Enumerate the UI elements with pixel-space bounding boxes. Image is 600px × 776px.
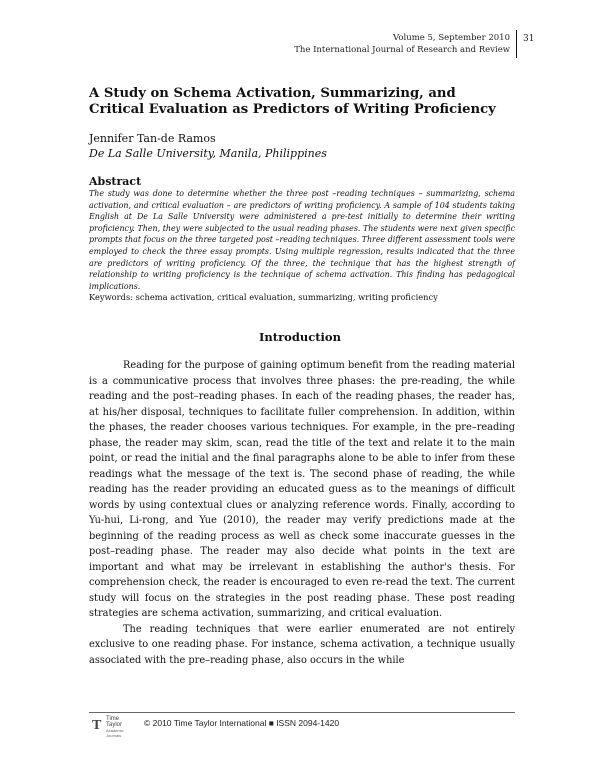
logo-mark: T (92, 718, 102, 733)
paragraph: The reading techniques that were earlier enumerated are not entirely exclusive to one reading phase. For instance, schema activation, a technique usually associated with the pre–reading phase, also occurs in the while (89, 623, 515, 666)
logo-name: Time Taylor (106, 716, 123, 728)
abstract-text: The study was done to determine whether the three post –reading techniques – summarizing, schema activation, and critical evaluation – are predictors of writing proficiency. A sample of 104 students taking English at De La Salle University were administered a pre-test initially to determine their writing proficiency. Then, they were subjected to the usual reading phases. The students were next given specific prompts that focus on the three targeted post –reading techniques. Three different assessment tools were employed to check the three essay prompts. Using multiple regression, results indicated that the three are predictors of writing proficiency. Of the three, the technique that has the highest strength of relationship to writing proficiency is the technique of schema activation. This finding has pedagogical implications. (89, 189, 515, 291)
author-affiliation: De La Salle University, Manila, Philippines (89, 147, 327, 160)
header-journal: The International Journal of Research and Review (294, 45, 510, 55)
keywords: Keywords: schema activation, critical evaluation, summarizing, writing proficiency (89, 292, 438, 302)
introduction-heading: Introduction (259, 330, 341, 344)
publisher-logo (92, 716, 136, 738)
header-divider (516, 30, 517, 58)
paper-title: A Study on Schema Activation, Summarizing, and Critical Evaluation as Predictors of Writing Proficiency (89, 86, 496, 117)
running-header (294, 32, 510, 56)
introduction-body (89, 358, 515, 668)
copyright-line: © 2010 Time Taylor International ■ ISSN 2094-1420 (144, 718, 340, 728)
logo-tagline: Academic Journals (106, 728, 124, 738)
paragraph: Reading for the purpose of gaining optimum benefit from the reading material is a communicative process that involves three phases: the pre-reading, the while reading and the post–reading phases. In each of the reading phases, the reader has, at his/her disposal, techniques to facilitate fuller comprehension. In addition, within the phases, the reader chooses various techniques. For example, in the pre–reading phase, the reader may skim, scan, read the title of the text and relate it to the main point, or read the initial and the final paragraphs alone to be able to infer from these readings what the message of the text is. The second phase of reading, the while reading has the reader providing an educated guess as to the meanings of difficult words by using contextual clues or analyzing reference words. Finally, according to Yu-hui, Li-rong, and Yue (2010), the reader may verify predictions made at the beginning of the reading process as well as check some inaccurate guesses in the post–reading phase. The reader may also decide what points in the text are important and what may be irrelevant in establishing the author's thesis. For comprehension check, the reader is encouraged to even re-read the text. The current study will focus on the strategies in the post reading phase. These post reading strategies are schema activation, summarizing, and critical evaluation. (89, 360, 515, 619)
abstract-heading: Abstract (89, 175, 142, 188)
header-volume: Volume 5, September 2010 (393, 33, 510, 43)
author-name: Jennifer Tan-de Ramos (89, 132, 216, 145)
footer-divider (89, 712, 515, 713)
page-number: 31 (523, 34, 535, 44)
